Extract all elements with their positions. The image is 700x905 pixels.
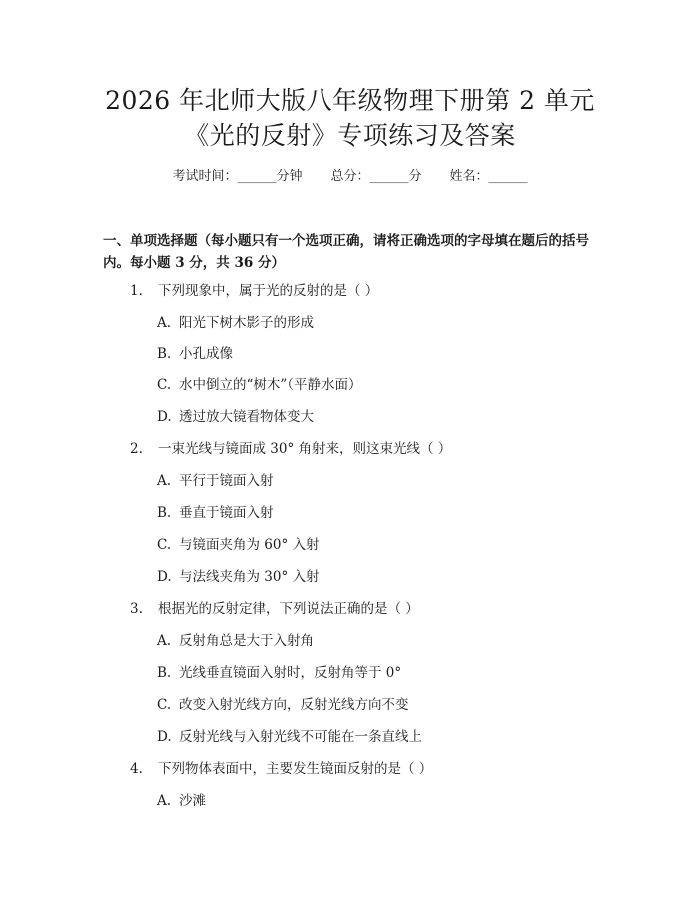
option-text: 沙滩: [179, 793, 206, 809]
option-text: 反射角总是大于入射角: [179, 633, 314, 649]
question-1-option-b: [157, 345, 233, 363]
option-letter: A.: [157, 315, 172, 331]
question-stem: 下列现象中，属于光的反射的是（ ）: [158, 283, 379, 299]
question-2-option-a: [157, 472, 274, 490]
option-letter: B.: [157, 665, 172, 681]
question-2-option-d: [157, 568, 320, 586]
question-4: [130, 760, 432, 778]
question-stem: 根据光的反射定律，下列说法正确的是（ ）: [158, 601, 419, 617]
option-text: 透过放大镜看物体变大: [179, 409, 314, 425]
page-title-line-1: 2026 年北师大版八年级物理下册第 2 单元: [105, 86, 595, 115]
total-score-field: 总分：______分: [330, 169, 422, 184]
option-letter: C.: [157, 697, 172, 713]
option-letter: A.: [157, 473, 172, 489]
question-stem: 一束光线与镜面成 30° 角射来，则这束光线（ ）: [158, 441, 452, 457]
option-text: 平行于镜面入射: [179, 473, 274, 489]
option-letter: D.: [157, 409, 172, 425]
question-3-option-c: [157, 696, 409, 714]
question-3-option-b: [157, 664, 401, 682]
option-text: 水中倒立的“树木”（平静水面）: [179, 377, 362, 393]
question-1-option-c: [157, 376, 362, 394]
exam-time-field: 考试时间：______分钟: [172, 169, 303, 184]
option-text: 光线垂直镜面入射时，反射角等于 0°: [179, 665, 402, 681]
question-stem: 下列物体表面中，主要发生镜面反射的是（ ）: [158, 761, 433, 777]
question-3-option-a: [157, 632, 314, 650]
student-name-field: 姓名：______: [449, 169, 528, 184]
page-title-line-2: 《光的反射》专项练习及答案: [184, 121, 516, 150]
question-number: 2.: [130, 441, 143, 457]
option-letter: B.: [157, 505, 172, 521]
question-1-option-d: [157, 408, 314, 426]
option-text: 小孔成像: [179, 346, 233, 362]
question-1: [130, 282, 378, 300]
option-letter: D.: [157, 569, 172, 585]
option-text: 反射光线与入射光线不可能在一条直线上: [179, 729, 422, 745]
exam-meta: [0, 168, 700, 186]
option-text: 与镜面夹角为 60° 入射: [179, 537, 320, 553]
option-text: 改变入射光线方向，反射光线方向不变: [179, 697, 409, 713]
question-number: 1.: [130, 283, 143, 299]
question-1-option-a: [157, 314, 314, 332]
option-text: 垂直于镜面入射: [179, 505, 274, 521]
question-2-option-b: [157, 504, 274, 522]
option-letter: A.: [157, 633, 172, 649]
option-letter: B.: [157, 346, 172, 362]
question-2: [130, 440, 451, 458]
question-number: 3.: [130, 601, 143, 617]
question-3: [130, 600, 419, 618]
option-letter: A.: [157, 793, 172, 809]
section-heading-single-choice: 一、单项选择题（每小题只有一个选项正确，请将正确选项的字母填在题后的括号内。每小题 3 分，共 36 分）: [103, 233, 589, 271]
option-text: 阳光下树木影子的形成: [179, 315, 314, 331]
option-text: 与法线夹角为 30° 入射: [179, 569, 320, 585]
option-letter: C.: [157, 377, 172, 393]
question-2-option-c: [157, 536, 320, 554]
question-3-option-d: [157, 728, 422, 746]
question-4-option-a: [157, 792, 206, 810]
option-letter: C.: [157, 537, 172, 553]
option-letter: D.: [157, 729, 172, 745]
question-number: 4.: [130, 761, 143, 777]
